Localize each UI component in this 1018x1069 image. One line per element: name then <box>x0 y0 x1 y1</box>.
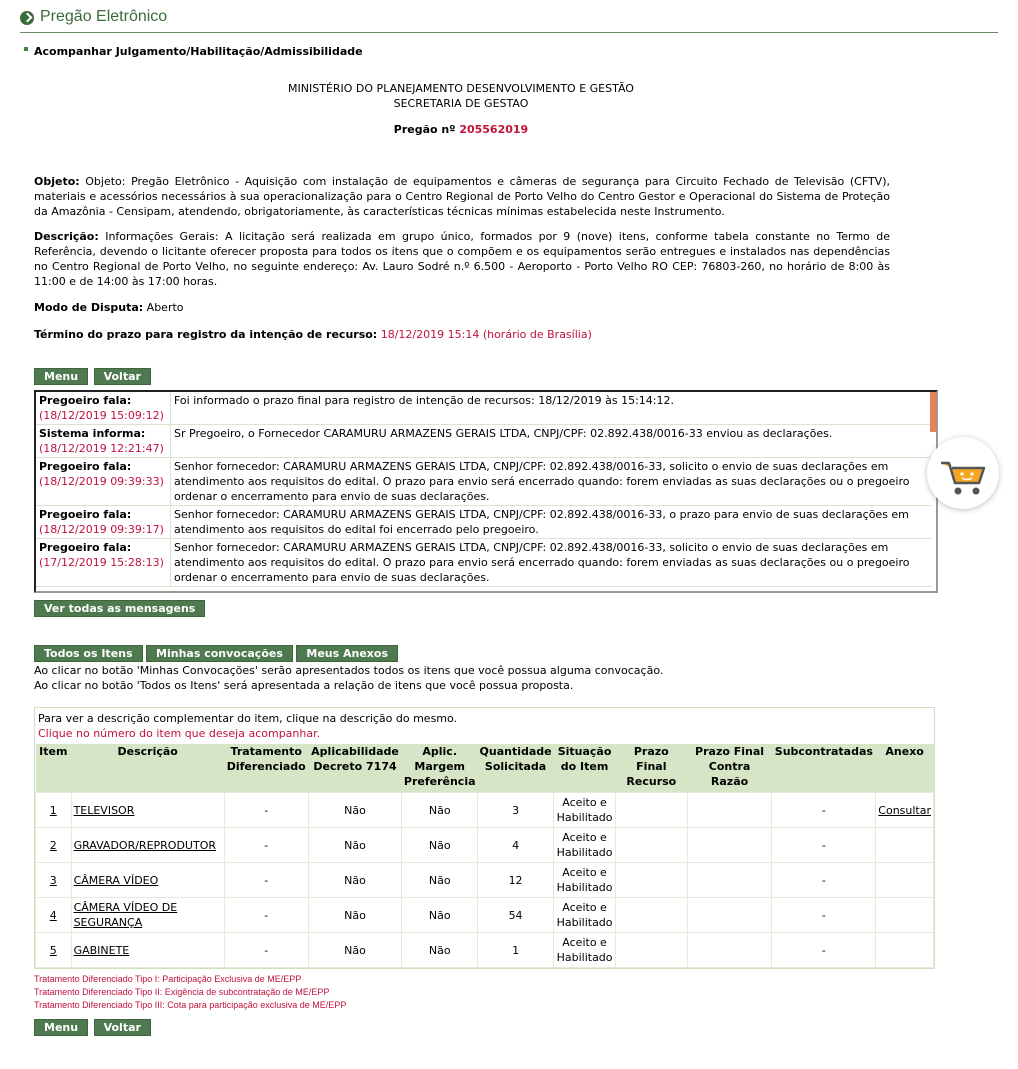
modo-disputa <box>34 300 890 315</box>
termino-value: 18/12/2019 15:14 (horário de Brasília) <box>380 328 592 341</box>
message-author-label: Pregoeiro fala: <box>39 460 132 473</box>
message-time: (18/12/2019 09:39:17) <box>39 523 164 536</box>
table-row <box>36 933 934 968</box>
item-margem: Não <box>402 933 478 968</box>
col-margem: Aplic. Margem Preferência <box>402 744 478 793</box>
col-prazo-contra-razao: Prazo Final Contra Razão <box>687 744 772 793</box>
message-author <box>36 458 171 506</box>
item-quantidade: 4 <box>478 828 554 863</box>
table-row <box>36 828 934 863</box>
termino-label: Término do prazo para registro da intenção de recurso: <box>34 328 378 341</box>
item-subcontratadas: - <box>772 793 876 828</box>
menu-button-bottom[interactable]: Menu <box>34 1019 88 1036</box>
item-situacao: Aceito e Habilitado <box>554 898 616 933</box>
message-author-label: Sistema informa: <box>39 427 146 440</box>
footnote-3: Tratamento Diferenciado Tipo III: Cota para participação exclusiva de ME/EPP <box>34 1000 347 1010</box>
col-subcontratadas: Subcontratadas <box>772 744 876 793</box>
message-text: Foi informado o prazo final para registro de intenção de recursos: 18/12/2019 às 15:14:12. <box>171 392 933 425</box>
col-quantidade: Quantidade Solicitada <box>478 744 554 793</box>
item-desc-cell <box>71 933 224 968</box>
item-situacao: Aceito e Habilitado <box>554 793 616 828</box>
message-author-label: Pregoeiro fala: <box>39 541 132 554</box>
item-margem: Não <box>402 793 478 828</box>
message-row <box>36 506 932 539</box>
message-author <box>36 506 171 539</box>
items-intro-2: Clique no número do item que deseja acompanhar. <box>38 727 321 740</box>
item-situacao: Aceito e Habilitado <box>554 863 616 898</box>
modo-value: Aberto <box>146 301 184 314</box>
meus-anexos-button[interactable]: Meus Anexos <box>296 645 398 662</box>
item-desc-cell <box>71 828 224 863</box>
item-aplicabilidade: Não <box>308 898 402 933</box>
col-item: Item <box>36 744 72 793</box>
shopping-cart-icon <box>927 437 999 509</box>
footnote-1: Tratamento Diferenciado Tipo I: Participação Exclusiva de ME/EPP <box>34 974 302 984</box>
item-subcontratadas: - <box>772 828 876 863</box>
item-tratamento: - <box>224 898 308 933</box>
message-text: Sr Pregoeiro, o Fornecedor CARAMURU ARMAZENS GERAIS LTDA, CNPJ/CPF: 02.892.438/0016-33 enviou as declarações. <box>171 425 933 458</box>
item-number-cell <box>36 898 72 933</box>
top-button-bar <box>34 368 151 385</box>
section-title <box>24 45 363 58</box>
item-anexo-cell <box>876 898 934 933</box>
item-situacao: Aceito e Habilitado <box>554 828 616 863</box>
descricao-label: Descrição: <box>34 230 99 243</box>
item-desc-link[interactable]: GABINETE <box>73 943 130 957</box>
item-prazo-recurso <box>616 828 688 863</box>
ver-todas-bar <box>34 600 205 617</box>
col-aplicabilidade: Aplicabilidade Decreto 7174 <box>308 744 402 793</box>
col-tratamento: Tratamento Diferenciado <box>224 744 308 793</box>
item-desc-link[interactable]: CÂMERA VÍDEO <box>73 873 159 887</box>
item-margem: Não <box>402 863 478 898</box>
message-time: (17/12/2019 15:28:13) <box>39 556 164 569</box>
bottom-button-bar <box>34 1019 151 1036</box>
items-header-row <box>36 744 934 793</box>
item-prazo-recurso <box>616 933 688 968</box>
col-anexo: Anexo <box>876 744 934 793</box>
col-descricao: Descrição <box>71 744 224 793</box>
message-text: Senhor fornecedor: CARAMURU ARMAZENS GERAIS LTDA, CNPJ/CPF: 02.892.438/0016-33, o prazo para envio de suas declarações em atendimento aos requisitos do edital foi encerrado pelo pregoeiro. <box>171 506 933 539</box>
item-prazo-contra-razao <box>687 898 772 933</box>
consultar-link[interactable]: Consultar <box>878 803 931 817</box>
item-situacao: Aceito e Habilitado <box>554 933 616 968</box>
item-quantidade: 12 <box>478 863 554 898</box>
item-margem: Não <box>402 828 478 863</box>
table-row <box>36 793 934 828</box>
message-author-label: Pregoeiro fala: <box>39 394 132 407</box>
message-time: (18/12/2019 09:39:33) <box>39 475 164 488</box>
message-author <box>36 392 171 425</box>
item-aplicabilidade: Não <box>308 863 402 898</box>
item-subcontratadas: - <box>772 933 876 968</box>
item-prazo-contra-razao <box>687 828 772 863</box>
info-line-2: Ao clicar no botão 'Todos os Itens' será apresentada a relação de itens que você possua proposta. <box>34 679 574 692</box>
scrollbar-thumb[interactable] <box>930 392 936 432</box>
info-line-1: Ao clicar no botão 'Minhas Convocações' serão apresentados todos os itens que você possua alguma convocação. <box>34 664 664 677</box>
items-button-bar <box>34 645 398 662</box>
objeto-text: Objeto: Pregão Eletrônico - Aquisição com instalação de equipamentos e câmeras de segurança para Circuito Fechado de Televisão (CFTV), materiais e acessórios necessários à sua operacionalização para o Centro Regional de Porto Velho do Centro Gestor e Operacional do Sistema de Proteção da Amazônia - Censipam, atendendo, obrigatoriamente, às características técnicas mínimas estabelecida neste Instrumento. <box>34 175 890 218</box>
item-prazo-recurso <box>616 863 688 898</box>
item-anexo-cell <box>876 793 934 828</box>
item-number-cell <box>36 933 72 968</box>
item-number-link[interactable]: 5 <box>49 943 57 957</box>
modo-label: Modo de Disputa: <box>34 301 144 314</box>
items-panel <box>34 707 935 969</box>
item-aplicabilidade: Não <box>308 828 402 863</box>
todos-itens-button[interactable]: Todos os Itens <box>34 645 143 662</box>
ver-todas-button[interactable]: Ver todas as mensagens <box>34 600 205 617</box>
message-author-label: Pregoeiro fala: <box>39 508 132 521</box>
item-number-cell <box>36 828 72 863</box>
pregao-number: 205562019 <box>459 123 529 136</box>
arrow-right-circle-icon <box>20 11 34 25</box>
item-desc-cell <box>71 863 224 898</box>
message-text: Senhor fornecedor: CARAMURU ARMAZENS GERAIS LTDA, CNPJ/CPF: 02.892.438/0016-33, solicito o envio de suas declarações em atendimento aos requisitos do edital. O prazo para envio será encerrado quando: forem enviadas as suas declarações ou o pregoeiro ordenar o encerramento para envio de suas declarações. <box>171 458 933 506</box>
message-time: (18/12/2019 12:21:47) <box>39 442 164 455</box>
item-quantidade: 3 <box>478 793 554 828</box>
message-row <box>36 458 932 506</box>
org-name: MINISTÉRIO DO PLANEJAMENTO DESENVOLVIMENTO E GESTÃO <box>288 82 634 95</box>
item-prazo-recurso <box>616 793 688 828</box>
item-quantidade: 1 <box>478 933 554 968</box>
objeto-paragraph <box>34 174 890 219</box>
item-number-cell <box>36 863 72 898</box>
termino-prazo <box>34 327 890 342</box>
item-number-cell <box>36 793 72 828</box>
descricao-text: Informações Gerais: A licitação será realizada em grupo único, formados por 9 (nove) itens, conforme tabela constante no Termo de Referência, devendo o licitante oferecer proposta para todos os itens que o compõem e os equipamentos serão entregues e instalados nas dependências no Centro Regional de Porto Velho, no seguinte endereço: Av. Lauro Sodré n.º 6.500 - Aeroporto - Porto Velho RO CEP: 76803-260, no horário de 8:00 às 11:00 e de 14:00 às 17:00 horas. <box>34 230 890 288</box>
item-anexo-cell <box>876 933 934 968</box>
messages-table <box>36 392 932 587</box>
minhas-convocacoes-button[interactable]: Minhas convocações <box>146 645 293 662</box>
items-intro <box>35 708 934 741</box>
item-desc-cell <box>71 793 224 828</box>
item-quantidade: 54 <box>478 898 554 933</box>
item-tratamento: - <box>224 933 308 968</box>
cart-button[interactable] <box>927 437 999 509</box>
item-number-link[interactable]: 2 <box>49 838 57 852</box>
item-desc-link[interactable]: GRAVADOR/REPRODUTOR <box>73 838 216 852</box>
descricao-paragraph <box>34 229 890 289</box>
messages-panel[interactable] <box>34 390 938 593</box>
item-number-link[interactable]: 4 <box>49 908 57 922</box>
item-tratamento: - <box>224 793 308 828</box>
items-intro-1: Para ver a descrição complementar do item, clique na descrição do mesmo. <box>38 712 458 725</box>
item-desc-cell <box>71 898 224 933</box>
col-prazo-recurso: Prazo Final Recurso <box>616 744 688 793</box>
info-text <box>34 663 663 693</box>
item-desc-link[interactable]: TELEVISOR <box>73 803 135 817</box>
org-secretaria: SECRETARIA DE GESTAO <box>393 97 529 110</box>
footnotes <box>34 973 346 1012</box>
item-prazo-contra-razao <box>687 933 772 968</box>
item-tratamento: - <box>224 863 308 898</box>
page-header <box>20 8 998 33</box>
section-title-text: Acompanhar Julgamento/Habilitação/Admissibilidade <box>34 45 363 58</box>
voltar-button-bottom[interactable]: Voltar <box>94 1019 151 1036</box>
item-margem: Não <box>402 898 478 933</box>
item-prazo-recurso <box>616 898 688 933</box>
message-time: (18/12/2019 15:09:12) <box>39 409 164 422</box>
objeto-label: Objeto: <box>34 175 80 188</box>
item-subcontratadas: - <box>772 898 876 933</box>
table-row <box>36 863 934 898</box>
message-text: Senhor fornecedor: CARAMURU ARMAZENS GERAIS LTDA, CNPJ/CPF: 02.892.438/0016-33, solicito o envio de suas declarações em atendimento aos requisitos do edital. O prazo para envio será encerrado quando: forem enviadas as suas declarações ou o pregoeiro ordenar o encerramento para envio de suas declarações. <box>171 539 933 587</box>
item-prazo-contra-razao <box>687 863 772 898</box>
items-table <box>35 744 934 968</box>
item-number-link[interactable]: 1 <box>49 803 57 817</box>
menu-button[interactable]: Menu <box>34 368 88 385</box>
bullet-icon <box>24 47 28 51</box>
col-situacao: Situação do Item <box>554 744 616 793</box>
pregao-title <box>0 123 922 136</box>
item-number-link[interactable]: 3 <box>49 873 57 887</box>
table-row <box>36 898 934 933</box>
item-prazo-contra-razao <box>687 793 772 828</box>
message-row <box>36 425 932 458</box>
item-aplicabilidade: Não <box>308 933 402 968</box>
item-tratamento: - <box>224 828 308 863</box>
message-row <box>36 539 932 587</box>
item-anexo-cell <box>876 828 934 863</box>
item-subcontratadas: - <box>772 863 876 898</box>
message-author <box>36 539 171 587</box>
message-author <box>36 425 171 458</box>
pregao-label: Pregão nº <box>393 123 456 136</box>
voltar-button[interactable]: Voltar <box>94 368 151 385</box>
page-title: Pregão Eletrônico <box>40 8 168 25</box>
item-anexo-cell <box>876 863 934 898</box>
item-desc-link[interactable]: CÂMERA VÍDEO DE SEGURANÇA <box>73 901 178 929</box>
item-aplicabilidade: Não <box>308 793 402 828</box>
message-row <box>36 392 932 425</box>
footnote-2: Tratamento Diferenciado Tipo II: Exigência de subcontratação de ME/EPP <box>34 987 330 997</box>
